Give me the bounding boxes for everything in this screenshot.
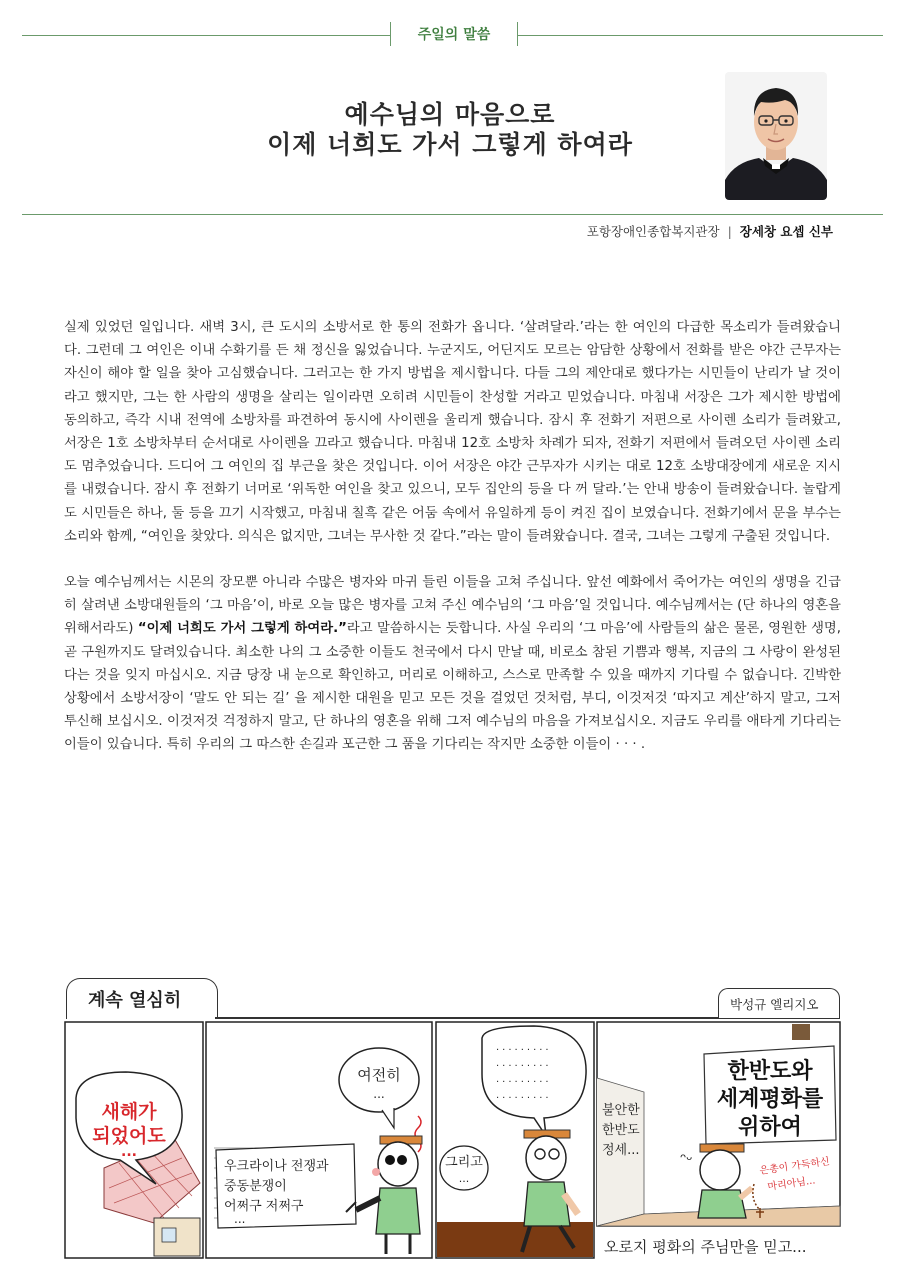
panel2-line2: 중동분쟁이 [224,1179,287,1194]
paragraph-2 [64,571,841,757]
title-line-1: 예수님의 마음으로 [344,100,556,129]
panel3-dots: ... [458,1172,470,1185]
comic-author: 박성규 엘리지오 [730,997,819,1012]
panel4-line1: 불안한 [602,1103,640,1118]
panel2-bubble: 여전히 [357,1066,401,1084]
panel3-word: 그리고 [445,1155,483,1170]
title-line-2: 이제 너희도 가서 그렇게 하여라 [267,130,633,159]
comic-panel-3 [436,1022,594,1258]
header-rule-left [22,35,390,36]
paragraph-2-quote: “이제 너희도 가서 그렇게 하여라.” [137,621,347,637]
panel1-dots: ... [121,1144,137,1160]
paragraph-1: 실제 있었던 일입니다. 새벽 3시, 큰 도시의 소방서로 한 통의 전화가 옵니다. ‘살려달라.’라는 한 여인의 다급한 목소리가 들려왔습니다. 그런데 그 여인은 이내 수화기를 든 채 정신을 잃었습니다. 누군지도, 어딘지도 모르는 암담한 상황에서 전화를 받은 야간 근무자는 자신이 해야 할 일을 찾아 고심했습니다. 그러고는 한 가지 방법을 제시합니다. 다들 그의 제안대로 했다가는 시민들이 난리가 날 것이라고 했지만, 그는 한 사람의 생명을 살리는 일이라면 오히려 시민들이 찬성할 거라고 믿었습니다. 마침내 서장은 그가 제시한 방법에 동의하고, 즉각 시내 전역에 소방차를 파견하여 동시에 사이렌을 울리게 했습니다. 잠시 후 전화기 저편으로 사이렌 소리가 들려왔고, 서장은 1호 소방차부터 순서대로 사이렌을 끄라고 했습니다. 마침내 12호 소방차 차례가 되자, 전화기 저편에서 들려오던 사이렌 소리도 멈추었습니다. 드디어 그 여인의 집 부근을 찾은 것입니다. 이어 서장은 야간 근무자가 시키는 대로 12호 소방대장에게 새로운 지시를 내렸습니다. 잠시 후 전화기 너머로 ‘위독한 여인을 찾고 있으니, 모두 집안의 등을 다 꺼 달라.’는 안내 방송이 들려왔습니다. 놀랍게도 시민들은 하나, 둘 등을 끄기 시작했고, 마침내 칠흑 같은 어둠 속에서 유일하게 등이 켜진 집이 보였습니다. 전화기에서 문을 부수는 소리와 함께, “여인을 찾았다. 의식은 없지만, 그녀는 무사한 것 같다.”라는 말이 들려왔습니다. 결국, 그녀는 그렇게 구출된 것입니다. [64,320,841,544]
panel4-red2: 마리아님... [766,1175,817,1193]
header-rule-right [518,35,883,36]
panel2-line1: 우크라이나 전쟁과 [224,1159,329,1174]
comic-panel-1 [65,1022,203,1258]
svg-text:.........: ......... [496,1090,552,1101]
panel4-sign1: 한반도와 [727,1059,813,1084]
panel4-sign2: 세계평화를 [716,1087,824,1112]
article-title [150,100,750,160]
author-photo [725,72,827,200]
panel1-line2: 되었어도 [92,1125,166,1147]
section-label: 주일의 말씀 [417,27,491,43]
svg-text:ᴖᴗ: ᴖᴗ [680,1152,693,1163]
comic-caption: 오로지 평화의 주님만을 믿고... [604,1238,807,1256]
panel2-bubble-dots: ... [373,1087,385,1101]
paragraph-2-text-b: 라고 말씀하시는 듯합니다. 사실 우리의 ‘그 마음’에 사람들의 삶은 물론, 영원한 생명, 곧 구원까지도 달려있습니다. 최소한 나의 그 소중한 이들도 천국에서 다시 만날 때, 비로소 참된 기쁨과 행복, 지금의 그 사랑이 완성된다는 것을 잊지 마십시오. 지금 당장 내 눈으로 확인하고, 머리로 이해하고, 스스로 만족할 수 있을 때까지 기다릴 수 없습니다. 긴박한 상황에서 소방서장이 ‘말도 안 되는 길’ 을 제시한 대원을 믿고 모든 것을 걸었던 것처럼, 부디, 이것저것 ‘따지고 계산’하지 말고, 그저 투신해 보십시오. 이것저것 걱정하지 말고, 단 하나의 영혼을 위해 그저 예수님의 마음을 가져보십시오. 지금도 우리를 애타게 기다리는 이들이 있습니다. 특히 우리의 그 따스한 손길과 포근한 그 품을 기다리는 작지만 소중한 이들이 · · · . [64,621,842,753]
article-body [64,316,841,780]
panel4-line3: 정세... [602,1143,640,1158]
svg-text:.........: ......... [496,1042,552,1053]
comic-title: 계속 열심히 [88,990,182,1011]
svg-text:.........: ......... [496,1058,552,1069]
panel2-line3: 어쩌구 저쩌구 [224,1199,304,1214]
header-tick-right [517,22,518,46]
byline [587,222,833,240]
panel4-sign3: 위하여 [738,1115,802,1140]
title-divider [22,214,883,215]
paragraph-2-text-a: 오늘 예수님께서는 시몬의 장모뿐 아니라 수많은 병자와 마귀 들린 이들을 고쳐 주십니다. 앞선 예화에서 죽어가는 여인의 생명을 긴급히 살려낸 소방대원들의 ‘그 마음’이, 바로 오늘 많은 병자를 고쳐 주신 예수님의 ‘그 마음’일 것입니다. 예수님께서는 (단 하나의 영혼을 위해서라도) [64,575,841,637]
byline-separator: | [727,224,732,239]
panel4-red1: 은총이 가득하신 [758,1156,831,1177]
author-name: 장세창 요셉 신부 [739,224,833,239]
panel4-line2: 한반도 [602,1123,640,1138]
comic-panel-2 [206,1022,432,1258]
comic-strip [64,1018,842,1260]
author-affiliation: 포항장애인종합복지관장 [586,224,720,239]
priest-portrait-icon [725,72,827,200]
comic-panel-4 [597,1022,840,1226]
panel2-dots: ... [234,1212,246,1226]
svg-text:.........: ......... [496,1074,552,1085]
panel1-line1: 새해가 [101,1101,157,1123]
